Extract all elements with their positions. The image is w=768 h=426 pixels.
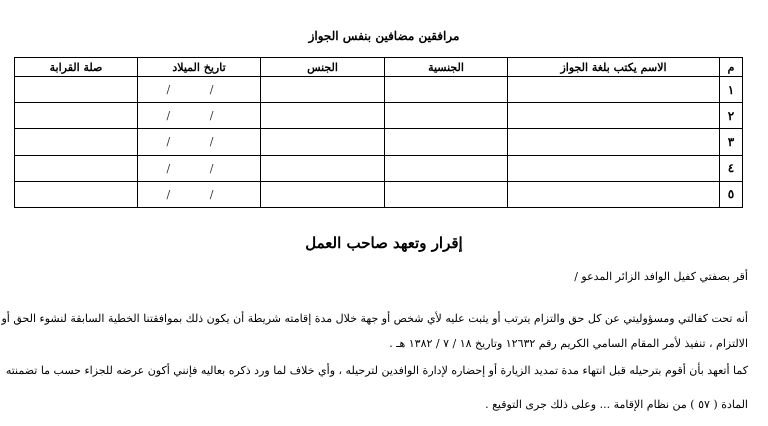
header-relation: صلة القرابة [15, 58, 138, 77]
row-number: ٢ [720, 103, 743, 129]
table-row [15, 129, 743, 155]
sponsor-line: أقر بصفتي كفيل الوافد الزائر المدعو / [574, 270, 748, 283]
header-nationality: الجنسية [385, 58, 508, 77]
birth-date-cell[interactable]: / / [138, 155, 261, 181]
header-gender: الجنس [261, 58, 385, 77]
birth-date-cell[interactable]: / / [138, 103, 261, 129]
name-cell[interactable] [508, 129, 720, 155]
declaration-line-4: المادة ( ٥٧ ) من نظام الإقامة ... وعلى ذلك جرى التوقيع . [485, 398, 748, 411]
declaration-title: إقرار وتعهد صاحب العمل [305, 234, 463, 252]
gender-cell[interactable] [261, 103, 385, 129]
relation-cell[interactable] [15, 181, 138, 207]
header-birth-date: تاريخ الميلاد [138, 58, 261, 77]
row-number: ٣ [720, 129, 743, 155]
nationality-cell[interactable] [385, 77, 508, 103]
name-cell[interactable] [508, 155, 720, 181]
relation-cell[interactable] [15, 103, 138, 129]
gender-cell[interactable] [261, 155, 385, 181]
declaration-line-2: الالتزام ، تنفيذ لأمر المقام السامي الكريم رقم ١٢٦٣٢ وتاريخ ١٨ / ٧ / ١٣٨٢ هـ . [389, 337, 748, 350]
declaration-line-1: أنه تحت كفالتي ومسؤوليتي عن كل حق والتزام يترتب أو يثبت عليه لأي شخص أو جهة خلال مدة إقامته شريطة أن يكون ذلك بموافقتنا الخطية السابقة لنشوء الحق أو [1, 312, 748, 325]
row-number: ٥ [720, 181, 743, 207]
companions-title: مرافقين مضافين بنفس الجواز [308, 29, 460, 43]
name-cell[interactable] [508, 103, 720, 129]
header-name: الاسم يكتب بلغة الجواز [508, 58, 720, 77]
birth-date-cell[interactable]: / / [138, 77, 261, 103]
birth-date-cell[interactable]: / / [138, 129, 261, 155]
relation-cell[interactable] [15, 129, 138, 155]
name-cell[interactable] [508, 77, 720, 103]
nationality-cell[interactable] [385, 103, 508, 129]
row-number: ٤ [720, 155, 743, 181]
header-number: م [720, 58, 743, 77]
table-row [15, 181, 743, 207]
nationality-cell[interactable] [385, 155, 508, 181]
companions-table [14, 57, 743, 208]
table-header-row [15, 58, 743, 77]
gender-cell[interactable] [261, 181, 385, 207]
table-row [15, 155, 743, 181]
gender-cell[interactable] [261, 129, 385, 155]
birth-date-cell[interactable]: / / [138, 181, 261, 207]
nationality-cell[interactable] [385, 181, 508, 207]
table-row [15, 103, 743, 129]
table-row [15, 77, 743, 103]
declaration-line-3: كما أتعهد بأن أقوم بترحيله قبل انتهاء مدة تمديد الزيارة أو إحضاره لإدارة الوافدين لترحيله ، وأي خلاف لما ورد ذكره بعاليه فإنني أكون عرضه للجزاء حسب ما تضمنته [5, 364, 748, 377]
name-cell[interactable] [508, 181, 720, 207]
relation-cell[interactable] [15, 155, 138, 181]
relation-cell[interactable] [15, 77, 138, 103]
row-number: ١ [720, 77, 743, 103]
gender-cell[interactable] [261, 77, 385, 103]
nationality-cell[interactable] [385, 129, 508, 155]
